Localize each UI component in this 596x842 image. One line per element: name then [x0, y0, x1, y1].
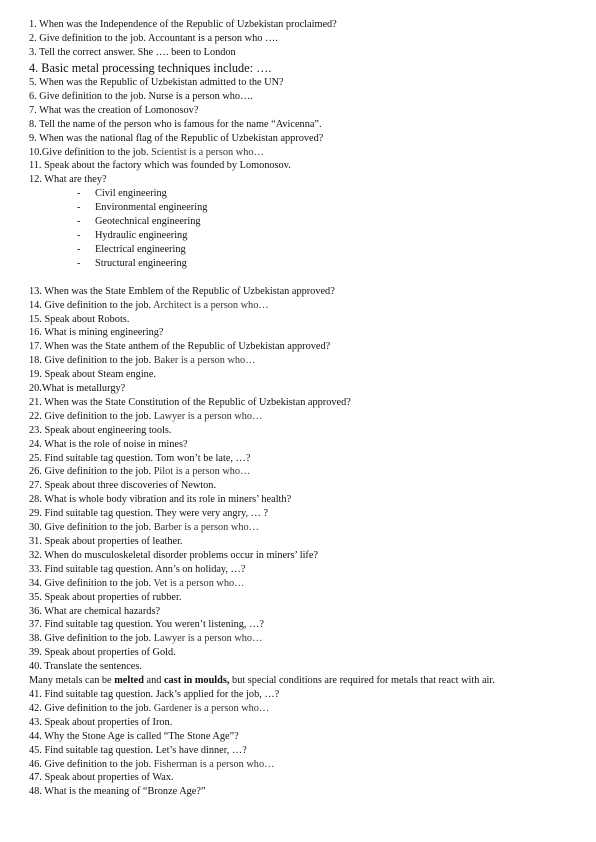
- question-number: 17.: [29, 341, 42, 353]
- question-number: 29.: [29, 508, 42, 520]
- question-text: What is the role of noise in mines?: [41, 438, 188, 450]
- question-number: 13.: [29, 285, 42, 297]
- question-text: Find suitable tag question. They were very angry, … ?: [41, 508, 269, 520]
- dash-bullet: -: [77, 216, 81, 228]
- question-text: Find suitable tag question. Jack’s applied for the job, …?: [41, 688, 280, 700]
- question-tail: Scientist is a person who…: [151, 146, 264, 158]
- question-text: Speak about properties of leather.: [41, 536, 183, 548]
- question-item: [29, 299, 574, 313]
- question-text: When was the State anthem of the Republic of Uzbekistan approved?: [41, 341, 331, 353]
- question-item: [29, 577, 574, 591]
- question-item: [29, 716, 574, 730]
- question-number: 28.: [29, 494, 42, 506]
- question-text: When do musculoskeletal disorder problems occur in miners’ life?: [41, 549, 319, 561]
- question-text: Tell the name of the person who is famous for the name “Avicenna”.: [36, 118, 322, 130]
- question-item: [29, 438, 574, 452]
- question-tail: Gardener is a person who…: [153, 702, 270, 714]
- question-number: 30.: [29, 522, 42, 534]
- question-text: Speak about properties of Gold.: [41, 647, 176, 659]
- question-item: [29, 758, 574, 772]
- question-number: 23.: [29, 424, 42, 436]
- para-bold-2: cast in moulds,: [163, 675, 230, 687]
- question-item: [29, 688, 574, 702]
- question-number: 48.: [29, 786, 42, 798]
- dash-bullet: -: [77, 188, 81, 200]
- question-item: [29, 60, 574, 76]
- question-text: Give definition to the job. Nurse is a person who….: [36, 90, 253, 102]
- question-item: [29, 632, 574, 646]
- question-number: 14.: [29, 299, 42, 311]
- question-number: 45.: [29, 744, 42, 756]
- question-number: 37.: [29, 619, 42, 631]
- question-item: [29, 702, 574, 716]
- question-item: [29, 785, 574, 799]
- question-text: Translate the sentences.: [41, 661, 142, 673]
- question-text: When was the State Constitution of the Republic of Uzbekistan approved?: [41, 396, 351, 408]
- question-number: 22.: [29, 410, 42, 422]
- question-number: 25.: [29, 452, 42, 464]
- question-item: [29, 646, 574, 660]
- question-text: Find suitable tag question. You weren’t listening, …?: [41, 619, 264, 631]
- question-item: [29, 771, 574, 785]
- question-item: [29, 591, 574, 605]
- dash-bullet: -: [77, 202, 81, 214]
- engineering-type-item: [29, 243, 574, 257]
- question-item: [29, 18, 574, 32]
- question-text: What are they?: [41, 174, 107, 186]
- question-item: [29, 32, 574, 46]
- question-item: [29, 549, 574, 563]
- question-text: Give definition to the job.: [41, 146, 152, 158]
- question-item: [29, 159, 574, 173]
- question-number: 42.: [29, 702, 42, 714]
- question-number: 47.: [29, 772, 42, 784]
- question-item: [29, 118, 574, 132]
- question-tail: Lawyer is a person who…: [153, 633, 263, 645]
- engineering-type-label: Electrical engineering: [95, 243, 186, 255]
- question-text: Find suitable tag question. Ann’s on holiday, …?: [41, 563, 246, 575]
- question-text: Give definition to the job.: [41, 633, 154, 645]
- question-text: Give definition to the job.: [41, 577, 154, 589]
- engineering-type-item: [29, 201, 574, 215]
- question-item: [29, 396, 574, 410]
- spacer: [29, 271, 574, 285]
- question-item: [29, 368, 574, 382]
- question-item: [29, 90, 574, 104]
- question-text: Speak about properties of Wax.: [41, 772, 174, 784]
- question-number: 43.: [29, 716, 42, 728]
- question-number: 19.: [29, 369, 42, 381]
- engineering-type-item: [29, 215, 574, 229]
- engineering-types-list: [29, 187, 574, 270]
- question-item: [29, 326, 574, 340]
- question-text: What is mining engineering?: [41, 327, 164, 339]
- question-item: [29, 46, 574, 60]
- dash-bullet: -: [77, 243, 81, 255]
- question-number: 20.: [29, 383, 42, 395]
- question-text: What is whole body vibration and its role in miners’ health?: [41, 494, 292, 506]
- question-item: [29, 605, 574, 619]
- question-item: [29, 660, 574, 674]
- engineering-type-label: Environmental engineering: [95, 202, 208, 214]
- question-text: Give definition to the job. Accountant is a person who ….: [36, 32, 278, 44]
- question-number: 10.: [29, 146, 42, 158]
- question-item: [29, 340, 574, 354]
- question-text: Speak about engineering tools.: [41, 424, 172, 436]
- question-text: Speak about three discoveries of Newton.: [41, 480, 217, 492]
- question-text: Give definition to the job.: [41, 299, 154, 311]
- question-number: 8.: [29, 118, 37, 130]
- question-list-2: [29, 285, 574, 674]
- engineering-type-label: Hydraulic engineering: [95, 229, 188, 241]
- question-text: Give definition to the job.: [41, 466, 154, 478]
- question-number: 18.: [29, 355, 42, 367]
- question-text: When was the Republic of Uzbekistan admitted to the UN?: [36, 77, 284, 89]
- question-number: 15.: [29, 313, 42, 325]
- question-number: 3.: [29, 46, 37, 58]
- question-item: [29, 479, 574, 493]
- question-number: 34.: [29, 577, 42, 589]
- question-item: [29, 730, 574, 744]
- question-number: 16.: [29, 327, 42, 339]
- para-text-1: Many metals can be: [29, 675, 115, 687]
- question-tail: Baker is a person who…: [153, 355, 256, 367]
- question-sheet: [29, 18, 574, 799]
- question-text: When was the Independence of the Republic of Uzbekistan proclaimed?: [36, 19, 337, 30]
- question-text: Find suitable tag question. Let’s have dinner, …?: [41, 744, 247, 756]
- question-item: [29, 173, 574, 187]
- question-item: [29, 618, 574, 632]
- question-number: 36.: [29, 605, 42, 617]
- question-item: [29, 521, 574, 535]
- question-number: 11.: [29, 160, 42, 172]
- question-number: 2.: [29, 32, 37, 44]
- question-item: [29, 452, 574, 466]
- dash-bullet: -: [77, 257, 81, 269]
- question-item: [29, 285, 574, 299]
- question-text: When was the national flag of the Republic of Uzbekistan approved?: [36, 132, 324, 144]
- question-number: 31.: [29, 536, 42, 548]
- question-item: [29, 563, 574, 577]
- question-text: Give definition to the job.: [41, 355, 154, 367]
- question-number: 26.: [29, 466, 42, 478]
- question-item: [29, 424, 574, 438]
- engineering-type-label: Civil engineering: [95, 188, 167, 200]
- question-item: [29, 132, 574, 146]
- question-tail: Lawyer is a person who…: [153, 410, 263, 422]
- question-item: [29, 535, 574, 549]
- question-number: 33.: [29, 563, 42, 575]
- question-number: 32.: [29, 549, 42, 561]
- question-text: What is metallurgy?: [41, 383, 126, 395]
- question-tail: Barber is a person who…: [153, 522, 259, 534]
- question-number: 35.: [29, 591, 42, 603]
- question-number: 6.: [29, 90, 37, 102]
- engineering-type-item: [29, 257, 574, 271]
- question-text: Give definition to the job.: [41, 522, 154, 534]
- question-text: Give definition to the job.: [41, 702, 154, 714]
- question-number: 12.: [29, 174, 42, 186]
- question-number: 7.: [29, 104, 37, 116]
- question-number: 4.: [29, 60, 39, 75]
- engineering-type-label: Geotechnical engineering: [95, 216, 201, 228]
- question-number: 1.: [29, 19, 37, 30]
- question-item: [29, 354, 574, 368]
- dash-bullet: -: [77, 229, 81, 241]
- question-number: 39.: [29, 647, 42, 659]
- question-text: What was the creation of Lomonosov?: [36, 104, 199, 116]
- question-text: Why the Stone Age is called “The Stone Age”?: [41, 730, 239, 742]
- question-text: Give definition to the job.: [41, 410, 154, 422]
- question-number: 9.: [29, 132, 37, 144]
- question-text: When was the State Emblem of the Republic of Uzbekistan approved?: [41, 285, 335, 297]
- question-item: [29, 744, 574, 758]
- question-tail: Architect is a person who…: [153, 299, 269, 311]
- question-number: 40.: [29, 661, 42, 673]
- engineering-type-item: [29, 229, 574, 243]
- question-text: Speak about Robots.: [41, 313, 130, 325]
- question-list-3: [29, 688, 574, 799]
- question-tail: Pilot is a person who…: [153, 466, 251, 478]
- question-item: [29, 76, 574, 90]
- para-text-3: but special conditions are required for metals that react with air.: [229, 675, 495, 687]
- question-item: [29, 104, 574, 118]
- question-tail: Vet is a person who…: [153, 577, 245, 589]
- question-item: [29, 382, 574, 396]
- question-text: Give definition to the job.: [41, 758, 154, 770]
- question-tail: Fisherman is a person who…: [153, 758, 275, 770]
- engineering-type-label: Structural engineering: [95, 257, 187, 269]
- question-number: 21.: [29, 396, 42, 408]
- question-list-1: [29, 18, 574, 187]
- question-item: [29, 410, 574, 424]
- question-item: [29, 507, 574, 521]
- translation-paragraph: [29, 674, 574, 688]
- question-text: Speak about properties of rubber.: [41, 591, 182, 603]
- question-item: [29, 465, 574, 479]
- question-item: [29, 313, 574, 327]
- para-bold-1: melted: [114, 675, 144, 687]
- question-text: What are chemical hazards?: [41, 605, 161, 617]
- question-text: Find suitable tag question. Tom won’t be late, …?: [41, 452, 251, 464]
- question-item: [29, 146, 574, 160]
- engineering-type-item: [29, 187, 574, 201]
- question-number: 46.: [29, 758, 42, 770]
- question-text: Speak about Steam engine.: [41, 369, 156, 381]
- question-number: 24.: [29, 438, 42, 450]
- question-text: Speak about properties of Iron.: [41, 716, 173, 728]
- question-text: Speak about the factory which was founded by Lomonosov.: [41, 160, 291, 172]
- question-number: 41.: [29, 688, 42, 700]
- para-text-2: and: [143, 675, 164, 687]
- question-number: 5.: [29, 77, 37, 89]
- question-text: Basic metal processing techniques include: ….: [38, 60, 272, 75]
- question-number: 44.: [29, 730, 42, 742]
- question-text: Tell the correct answer. She …. been to London: [36, 46, 236, 58]
- question-number: 38.: [29, 633, 42, 645]
- question-number: 27.: [29, 480, 42, 492]
- question-text: What is the meaning of “Bronze Age?”: [41, 786, 206, 798]
- question-item: [29, 493, 574, 507]
